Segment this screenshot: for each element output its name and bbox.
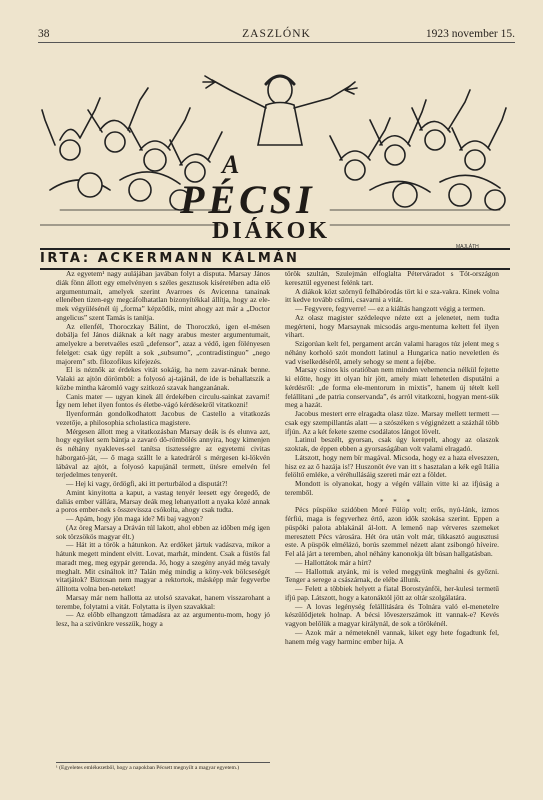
paragraph: Mérgesen állott meg a vitatkozásban Marsay deák is és elunva azt, hogy egyiket sem bántja a zavaró dö-römbölés annyira, hogy kimenjen és néhány nyakleves-sel tanítsa tisztességre az egyetemi civitas háborgató-ját, — ő maga szállt le a katedráról s mérgesen ki-lökvén lábával az ajtót, a folyosó kapujánál termett, ütésre emelvén fel terjedelmes tenyerét.	[56, 426, 270, 480]
paragraph: Pécs püspöke szidóben Moré Fülöp volt; erős, nyú-lánk, izmos férfiú, maga is fegyverhez értő, azon idők szokása szerint. Eppen a püspöki palota ablakánál ál-lott. A lemenő nap vérveres szemeket meresztett Pécs városára. Hét óra után volt már, tikkasztó augusztusi este. A püspök elmélázó, borús szemmel nézett alant zsibongó híveire. Fel alá járt a teremben, ahol néhány kanonokja ült búsan hallgatásban.	[285, 505, 499, 558]
title-line-1: A	[222, 150, 242, 179]
paragraph: Szigorúan kelt fel, pergament arcán valami haragos túz jelent meg s néhány korholó szót mondott latinul a Hungarica natio neveletlen és vad viselkedéséről, amely sehogy se ment a fejébe.	[285, 339, 499, 366]
article-left-column	[56, 270, 270, 629]
paragraph: török szultán, Szulejmán elfoglalta Péterváradot s Tót-országon keresztül egyenest felénk tart.	[285, 269, 499, 287]
paragraph: Látszott, hogy nem bír magával. Micsoda, hogy ez a haza elveszzen, hisz ez az ő hazája is!? Huszonöt éve van itt s hasztalan a kék egű Itália felöltő emléke, a véréhullásáig szereti már ezt a földet.	[285, 452, 499, 480]
paragraph: — Hej ki vagy, ördögfi, aki itt perturbálod a disputát?!	[66, 479, 228, 488]
paragraph: Az ellenfél, Thoroczkay Bálint, de Thoroczkó, igen el-mésen dobálja fel János diáknak a két nagy arabus mester argumentumait, amelyekre a beretvaéles eszű „defensor”, azaz a védő, igen fölényesen felelget: csak úgy repült a sok „subsumo”, „contradistinguo” „nego majorem” stb. filozofikus kifejezés.	[56, 321, 270, 366]
title-line-3: DIÁKOK	[212, 218, 331, 244]
page-header	[38, 28, 515, 43]
paragraph: Marsay csinos kis oratióban nem minden vehemencia nélkül fejtette ki előtte, hogy itt olyan hír jött, amely miatt lehetetlen disputálni a kérdésről: „de forma ele-mentorum in mixtis”, hanem új tételt kell felállítani „de patria conservanda”, és arról vitatkozni, hogyan ment-sük meg a hazát.	[285, 365, 499, 410]
paragraph: (Az öreg Marsay a Dráván túl lakott, ahol ebben az időben még igen sok törzsökös magyar élt.)	[56, 522, 270, 541]
article-right-column	[285, 270, 499, 646]
paragraph: Amint kinyitotta a kaput, a vastag tenyér leesett egy öregedő, de daliás ember vállára, Marsay deák meg lehanyatlott a nyaka közé annak a poros ember-nek s összevissza csókolta, ahogy csak tudta.	[56, 487, 270, 515]
paragraph: — A lovas legénység felállítására és Tolnára való el-menetelre készülődjetek holnap. A bécsi lőveszerszámok itt vannak-e? Kevés vagyon belőlük a magyar királynál, de sok a törökénél.	[285, 601, 499, 628]
illustrator-signature: MAJLÁTH	[456, 244, 479, 250]
paragraph: Ilyenformán gondolkodhatott Jacobus de Castello a vitatkozás vezetője, a philosophia scholastica magistere.	[56, 409, 270, 427]
paragraph: — Hát itt a török a hátunkon. Az erdőket jártuk vadászva, mikor a hátunk megett mindent elvitt. Lovat, marhát, mindent. Csak a füstös fal maradt meg, meg egypár gerenda. Jó, hogy a szegény anyád még tavaly meghalt. Mit csináltok itt? Talán még mindig a köny-vek bölcseségét vitatjátok? Biztosan nem magyar a rektortok, másképp már fegyverbe állította volna ben-neteket!	[56, 540, 270, 593]
issue-date: 1923 november 15.	[425, 28, 515, 40]
title-line-2: PÉCSI	[180, 177, 316, 222]
journal-title: ZASZLÓNK	[242, 28, 311, 40]
section-divider: * * *	[380, 497, 414, 506]
paragraph: Marsay már nem hallotta az utolsó szavakat, hanem visszarohant a terembe, folytatni a vitát. Folytatta is ilyen szavakkal:	[56, 592, 270, 611]
author-byline: IRTA: ACKERMANN KÁLMÁN	[40, 248, 510, 270]
footnote: ¹ (Egyeletes emlékezetből, hogy a napokban Pécsett megnyílt a magyar egyetem.)	[56, 762, 270, 772]
paragraph: Canis mater — ugyan kinek áll érdekében circulu-sainkat zavarni! Így nem lehet ilyen fontos és életbe-vágó kérdésekről vitatkozni!	[56, 391, 270, 410]
paragraph: El is néznők az érdekes vitát sokáig, ha nem zavar-nának benne. Valaki az ajtón dörömböl: a folyosó aj-tajánál, de ide is behallatszik a közbe mintha káromló vagy szitkozó szavak hangzanának.	[56, 365, 270, 392]
paragraph: Latinul beszélt, gyorsan, csak úgy kerepelt, ahogy az olaszok szoktak, de éppen ebben a gyorsaságában volt valami elragadó.	[285, 435, 499, 453]
paragraph: — Az előbb elhangzott támadásra az az argumentu-mom, hogy jó lesz, ha a szivünkre vesszük, hogy a	[56, 610, 270, 628]
paragraph: Mondott is olyanokat, hogy a végén vállain vitte ki az ifjúság a teremből.	[285, 479, 499, 497]
page-number: 38	[38, 28, 50, 40]
paragraph: — Felett a többiek helyett a fiatal Borostyánfői, her-kulesi termetű ifjú pap. Látszott, hogy a katonáktól jött az oltár szolgálatára.	[285, 584, 499, 602]
paragraph: — Apám, hogy jön maga ide? Mi baj vagyon?	[66, 514, 203, 523]
paragraph: — Fegyvere, fegyverre! — ez a kiáltás hangzott végig a termen.	[295, 304, 486, 313]
paragraph: Az egyetem¹ nagy aulájában javában folyt a disputa. Marsay János diák fönn állott egy emelvényen s széles gesztusok kíséretében adta elő argumentumait, amelyek szerint Avarroes és Avicenna tanainak ellenében tizen-egy megcáfolhatatlan bizonyítékkal állítja, hogy az ele-mek végyülésénél új „forma” képződik, mint ahogy azt már a „Doctor angelicus” szent Tamás is tanítja.	[56, 269, 270, 322]
paragraph: — Hallottátok már a hírt?	[295, 557, 372, 567]
paragraph: Jacobus mestert erre elragadta olasz tüze. Marsay mellett termett — csak egy szempillantás alatt — a szószéken s végignézett a százhál több ifjún. Az a két fekete szeme csodálatos lángot lövelt.	[285, 409, 499, 436]
paragraph: A diákok közt szörnyű felhábórodás tört ki e sza-vakra. Kinek volna itt kedve tovább csűrni, csavarni a vitát.	[285, 286, 499, 305]
paragraph: — Azok már a németeknél vannak, kiket egy hete fogadtunk fel, hanem még vagy harminc ember hija. A	[285, 627, 499, 646]
paragraph: Az olasz magister szédeleqve nézte ezt a jelenetet, nem tudta megérteni, hogy Marsaynak micsodás argu-mentuma keltett fel ilyen vihart.	[285, 312, 499, 340]
paragraph: — Hallottuk atyánk, mi is veled meggyünk meghalni és győzni. Tenger a serege a császárnak, de elébe állunk.	[285, 566, 499, 585]
